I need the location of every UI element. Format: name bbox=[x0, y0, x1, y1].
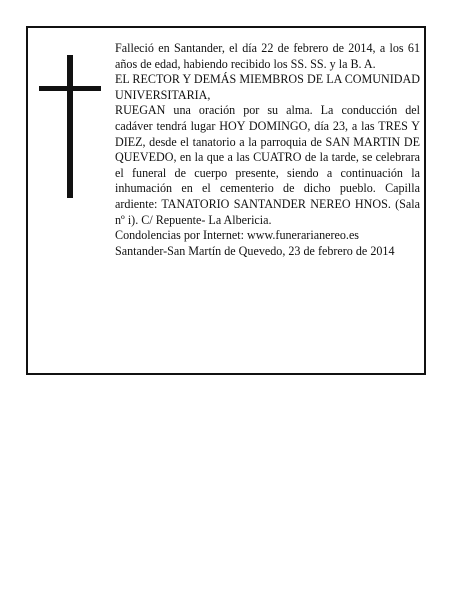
death-announcement: Falleció en Santander, el día 22 de febrero de 2014, a los 61 años de edad, habiendo recibido los SS. SS. y la B. A. bbox=[115, 41, 420, 71]
latin-cross-icon bbox=[39, 55, 101, 198]
obituary-notice bbox=[26, 26, 426, 375]
cross-horizontal-bar bbox=[39, 86, 101, 91]
mourners-line: EL RECTOR Y DEMÁS MIEMBROS DE LA COMUNIDAD UNIVERSITARIA, bbox=[115, 72, 420, 102]
funeral-details: RUEGAN una oración por su alma. La conducción del cadáver tendrá lugar HOY DOMINGO, día 23, a las TRES Y DIEZ, desde el tanatorio a la parroquia de SAN MARTIN DE QUEVEDO, en la que a las CUATRO de la tarde, se celebrara el funeral de cuerpo presente, siendo a continuación la inhumación en el cementerio de dicho pueblo. Capilla ardiente: TANATORIO SANTANDER NEREO HNOS. (Sala nº i). C/ Repuente- La Albericia. bbox=[115, 103, 420, 227]
place-date-line: Santander-San Martín de Quevedo, 23 de febrero de 2014 bbox=[115, 243, 395, 258]
condolences-line: Condolencias por Internet: www.funerarianereo.es bbox=[115, 228, 360, 243]
notice-text bbox=[115, 41, 420, 259]
cross-vertical-bar bbox=[67, 55, 73, 198]
